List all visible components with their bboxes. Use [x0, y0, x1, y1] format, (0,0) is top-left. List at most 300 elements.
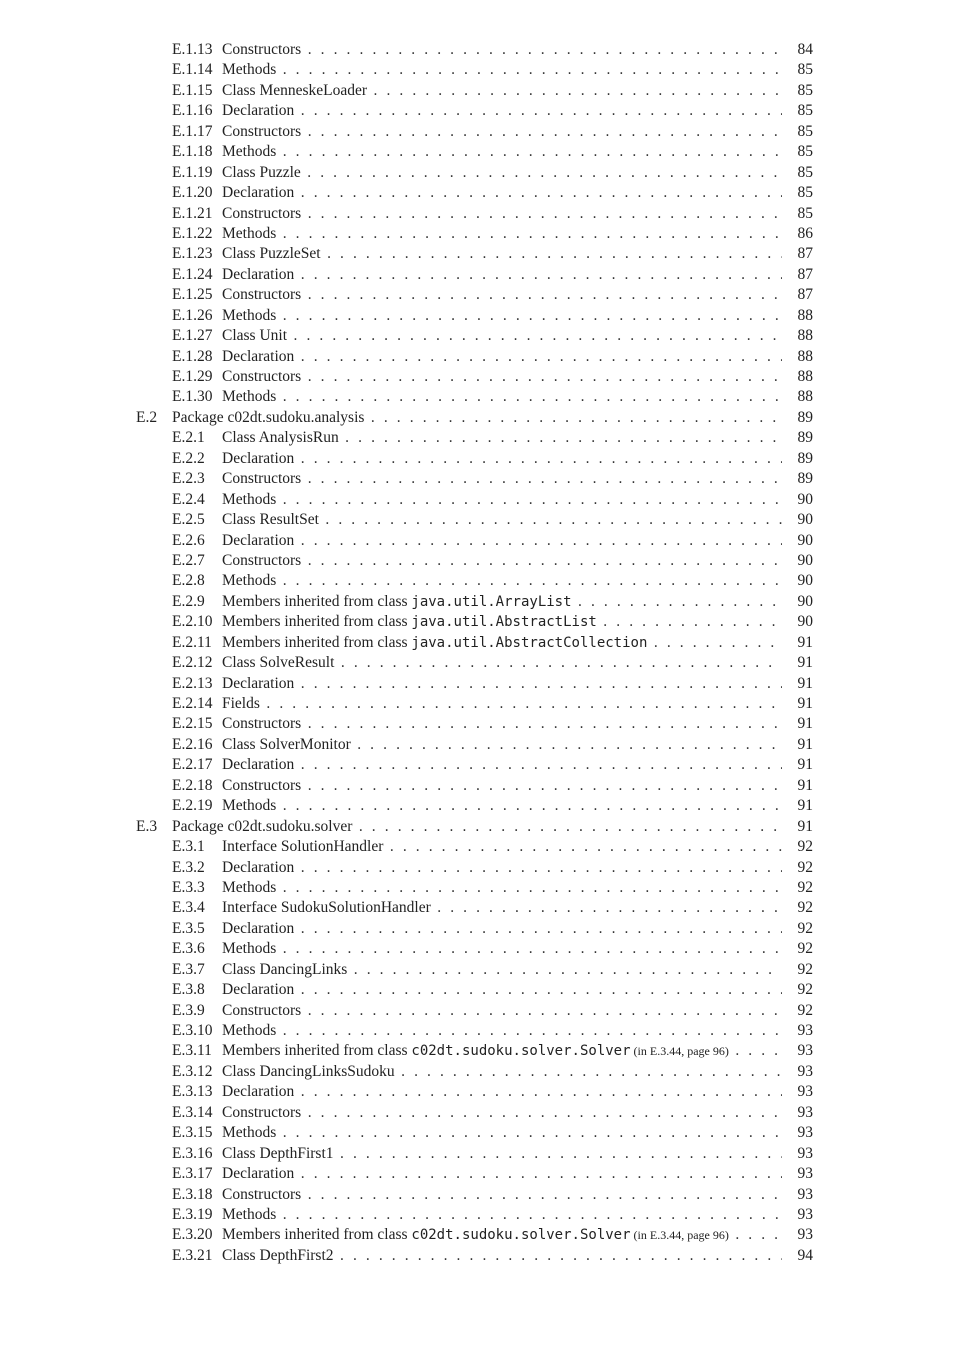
toc-entry-page-number: 91 [797, 776, 813, 794]
toc-entry-title-text: Declaration [222, 674, 295, 692]
toc-entry-title [222, 694, 782, 714]
toc-entry-title [172, 408, 782, 428]
toc-entry[interactable] [0, 265, 960, 285]
toc-entry-page-number: 90 [797, 490, 813, 508]
toc-entry-title [222, 878, 782, 898]
toc-entry-page-number: 93 [797, 1124, 813, 1142]
toc-entry-title-text: Methods [222, 143, 277, 161]
toc-entry-number: E.3.17 [172, 1165, 213, 1183]
toc-entry-page-number: 89 [797, 429, 813, 447]
toc-entry[interactable] [0, 817, 960, 837]
toc-entry-title [222, 101, 782, 121]
toc-entry-page-number: 89 [797, 408, 813, 426]
toc-entry-page-number: 88 [797, 347, 813, 365]
toc-entry-title-text: Class Unit [222, 327, 288, 345]
toc-entry-title-text: Declaration [222, 981, 295, 999]
toc-entry-title [222, 387, 782, 407]
toc-entry-number: E.1.15 [172, 81, 213, 99]
toc-entry-title-text: Declaration [222, 449, 295, 467]
toc-entry-title-text: Declaration [222, 531, 295, 549]
toc-entry-title-text: Fields [222, 695, 260, 712]
toc-entry[interactable] [0, 837, 960, 857]
toc-entry[interactable] [0, 1144, 960, 1164]
toc-entry[interactable] [0, 694, 960, 714]
toc-entry-number: E.1.24 [172, 265, 213, 283]
toc-entry-title-text: Methods [222, 1124, 277, 1142]
toc-entry-title [222, 960, 782, 980]
toc-entry-number: E.3.8 [172, 981, 205, 999]
toc-entry[interactable] [0, 1185, 960, 1205]
toc-entry-number: E.3.15 [172, 1124, 213, 1142]
toc-entry-reference: (in E.3.44, page 96) [630, 1044, 729, 1059]
toc-entry[interactable] [0, 898, 960, 918]
toc-entry-title [222, 244, 782, 264]
toc-entry-title [222, 735, 782, 755]
toc-entry-page-number: 93 [797, 1144, 813, 1162]
toc-entry[interactable] [0, 796, 960, 816]
toc-entry-number: E.2.17 [172, 756, 213, 774]
toc-entry-number: E.3.20 [172, 1226, 213, 1244]
toc-entry-page-number: 93 [797, 1185, 813, 1203]
toc-entry-title-text: Members inherited from class [222, 1042, 412, 1060]
toc-entry-page-number: 91 [797, 756, 813, 774]
toc-entry-title-text: Class ResultSet [222, 511, 319, 529]
toc-entry-page-number: 87 [797, 286, 813, 304]
toc-entry[interactable] [0, 306, 960, 326]
toc-entry-title-text: Methods [222, 940, 277, 958]
toc-entry[interactable] [0, 367, 960, 387]
toc-entry-title-text: Class DancingLinksSudoku [222, 1062, 395, 1080]
toc-entry-page-number: 92 [797, 858, 813, 876]
toc-entry-title-text: Declaration [222, 102, 295, 120]
toc-entry-title-text: Constructors [222, 776, 302, 794]
toc-entry-title-text: Class SolveResult [222, 654, 335, 672]
toc-entry[interactable] [0, 428, 960, 448]
toc-entry-title-text: Methods [222, 388, 277, 406]
toc-entry-title-text: Constructors [222, 368, 302, 385]
toc-entry-title [222, 633, 782, 653]
toc-entry-page-number: 85 [797, 184, 813, 202]
toc-entry-number: E.3.1 [172, 838, 205, 856]
toc-entry[interactable] [0, 1123, 960, 1143]
toc-entry-code: java.util.AbstractCollection [411, 634, 648, 651]
toc-entry[interactable] [0, 1103, 960, 1123]
toc-entry-number: E.3.19 [172, 1205, 213, 1223]
toc-entry-number: E.2.18 [172, 776, 213, 794]
toc-entry-title [222, 163, 782, 183]
toc-entry-page-number: 85 [797, 122, 813, 140]
toc-entry-number: E.1.13 [172, 41, 213, 58]
toc-entry-title-text: Methods [222, 306, 277, 324]
toc-entry-title [222, 1246, 782, 1266]
toc-entry-number: E.2.14 [172, 695, 213, 712]
toc-entry-page-number: 92 [797, 960, 813, 978]
toc-entry-title [222, 939, 782, 959]
toc-entry-title [222, 1103, 782, 1123]
toc-entry-number: E.2.5 [172, 511, 205, 529]
toc-entry[interactable] [0, 755, 960, 775]
toc-entry-title [222, 653, 782, 673]
toc-entry[interactable] [0, 714, 960, 734]
toc-entry-title-text: Class PuzzleSet [222, 245, 321, 263]
toc-entry-number: E.2.4 [172, 490, 205, 508]
toc-entry[interactable] [0, 776, 960, 796]
toc-entry-title-text: Members inherited from class [222, 613, 412, 631]
toc-entry-number: E.3.4 [172, 899, 205, 917]
toc-entry[interactable] [0, 510, 960, 530]
toc-entry-page-number: 85 [797, 143, 813, 161]
toc-entry-title [222, 1164, 782, 1184]
toc-entry[interactable] [0, 858, 960, 878]
toc-entry-title [172, 817, 782, 837]
toc-entry[interactable] [0, 531, 960, 551]
toc-entry[interactable] [0, 244, 960, 264]
toc-entry-page-number: 93 [797, 1062, 813, 1080]
toc-entry-page-number: 91 [797, 715, 813, 733]
toc-entry-page-number: 85 [797, 102, 813, 120]
toc-entry-title-text: Constructors [222, 286, 302, 304]
toc-entry-title [222, 204, 782, 224]
toc-entry-page-number: 93 [797, 1205, 813, 1223]
toc-entry-number: E.2 [136, 408, 158, 426]
toc-entry-number: E.1.20 [172, 184, 213, 202]
toc-entry-title-text: Class DepthFirst2 [222, 1246, 334, 1264]
toc-entry-title-text: Declaration [222, 858, 295, 876]
toc-entry[interactable] [0, 490, 960, 510]
toc-entry-number: E.2.19 [172, 797, 213, 815]
toc-entry-page-number: 92 [797, 919, 813, 937]
toc-entry-title-text: Class SolverMonitor [222, 735, 351, 753]
toc-entry-code: c02dt.sudoku.solver.Solver [411, 1227, 631, 1244]
toc-entry-title [222, 81, 782, 101]
toc-entry-title-text: Package c02dt.sudoku.analysis [172, 408, 365, 426]
toc-entry-page-number: 92 [797, 838, 813, 856]
toc-entry-number: E.3.5 [172, 919, 205, 937]
toc-entry-page-number: 94 [797, 1246, 813, 1264]
toc-entry[interactable] [0, 1041, 960, 1061]
toc-entry-title [222, 469, 782, 489]
toc-entry[interactable] [0, 326, 960, 346]
toc-entry-page-number: 91 [797, 797, 813, 815]
toc-entry-number: E.2.6 [172, 531, 205, 549]
toc-entry-title [222, 592, 782, 612]
toc-entry-page-number: 91 [797, 695, 813, 712]
toc-entry[interactable] [0, 1021, 960, 1041]
toc-entry[interactable] [0, 204, 960, 224]
toc-entry-title [222, 571, 782, 591]
toc-entry-title-text: Methods [222, 224, 277, 242]
toc-entry-number: E.3.9 [172, 1001, 205, 1019]
toc-entry-title-text: Methods [222, 490, 277, 508]
toc-entry-page-number: 85 [797, 163, 813, 181]
toc-entry-title [222, 898, 782, 918]
toc-entry-title-text: Declaration [222, 1165, 295, 1183]
toc-entry[interactable] [0, 633, 960, 653]
toc-entry-title [222, 40, 782, 60]
toc-entry-page-number: 89 [797, 449, 813, 467]
toc-entry-page-number: 90 [797, 613, 813, 631]
toc-entry-title-text: Members inherited from class [222, 633, 412, 651]
toc-entry-number: E.3.6 [172, 940, 205, 958]
toc-entry-title [222, 776, 782, 796]
toc-entry-number: E.1.16 [172, 102, 213, 120]
toc-entry-page-number: 93 [797, 1083, 813, 1101]
toc-entry-number: E.1.17 [172, 122, 213, 140]
toc-entry[interactable] [0, 612, 960, 632]
toc-entry-number: E.2.13 [172, 674, 213, 692]
toc-entry-title-text: Class AnalysisRun [222, 429, 339, 447]
toc-entry-code: c02dt.sudoku.solver.Solver [411, 1043, 631, 1060]
toc-entry[interactable] [0, 142, 960, 162]
toc-entry-number: E.2.2 [172, 449, 205, 467]
toc-entry-title [222, 919, 782, 939]
toc-entry[interactable] [0, 980, 960, 1000]
toc-entry-page-number: 93 [797, 1042, 813, 1060]
toc-entry-number: E.1.26 [172, 306, 213, 324]
toc-entry-page-number: 84 [797, 41, 813, 58]
toc-entry-number: E.3.14 [172, 1103, 213, 1121]
toc-entry-number: E.1.18 [172, 143, 213, 161]
toc-entry-number: E.3.2 [172, 858, 205, 876]
toc-entry-number: E.2.15 [172, 715, 213, 733]
toc-entry-title-text: Declaration [222, 919, 295, 937]
toc-entry-title [222, 183, 782, 203]
toc-entry-title-text: Package c02dt.sudoku.solver [172, 817, 353, 835]
toc-entry-title [222, 224, 782, 244]
toc-entry-number: E.2.16 [172, 735, 213, 753]
toc-entry-title [222, 1082, 782, 1102]
toc-entry[interactable] [0, 939, 960, 959]
toc-entry[interactable] [0, 653, 960, 673]
toc-entry-title [222, 1205, 782, 1225]
toc-entry-page-number: 91 [797, 735, 813, 753]
toc-entry-title-text: Declaration [222, 347, 295, 365]
toc-entry-title [222, 1062, 782, 1082]
toc-entry[interactable] [0, 449, 960, 469]
toc-entry-page-number: 85 [797, 61, 813, 79]
toc-entry[interactable] [0, 122, 960, 142]
toc-entry[interactable] [0, 60, 960, 80]
toc-entry-number: E.3.12 [172, 1062, 213, 1080]
toc-entry-title [222, 1123, 782, 1143]
toc-entry-page-number: 91 [797, 674, 813, 692]
toc-entry-number: E.3.21 [172, 1246, 213, 1264]
toc-entry-page-number: 90 [797, 572, 813, 590]
toc-entry[interactable] [0, 408, 960, 428]
toc-entry[interactable] [0, 1062, 960, 1082]
toc-entry[interactable] [0, 960, 960, 980]
toc-entry-title-text: Constructors [222, 204, 302, 222]
toc-entry-title-text: Class DepthFirst1 [222, 1144, 334, 1162]
toc-entry-number: E.3.16 [172, 1144, 213, 1162]
toc-entry-page-number: 93 [797, 1022, 813, 1039]
toc-entry[interactable] [0, 592, 960, 612]
toc-entry-page-number: 90 [797, 511, 813, 529]
toc-entry-code: java.util.AbstractList [411, 614, 597, 631]
toc-entry-title [222, 980, 782, 1000]
toc-entry-page-number: 92 [797, 899, 813, 917]
toc-entry-page-number: 89 [797, 470, 813, 488]
toc-entry[interactable] [0, 347, 960, 367]
toc-entry-number: E.1.27 [172, 327, 213, 345]
toc-entry-title-text: Interface SolutionHandler [222, 838, 384, 856]
toc-entry-title [222, 367, 782, 387]
toc-entry[interactable] [0, 674, 960, 694]
toc-entry-title-text: Methods [222, 878, 277, 896]
toc-entry[interactable] [0, 469, 960, 489]
toc-entry[interactable] [0, 1225, 960, 1245]
toc-entry-code: java.util.ArrayList [411, 593, 572, 610]
toc-entry-title-text: Constructors [222, 1001, 302, 1019]
toc-entry-page-number: 85 [797, 81, 813, 99]
toc-entry-title [222, 265, 782, 285]
toc-entry[interactable] [0, 1246, 960, 1266]
toc-entry-number: E.3.10 [172, 1022, 213, 1039]
toc-entry-page-number: 88 [797, 368, 813, 385]
toc-entry-number: E.2.9 [172, 592, 205, 610]
toc-entry[interactable] [0, 387, 960, 407]
toc-entry-title [222, 347, 782, 367]
toc-entry-number: E.1.14 [172, 61, 213, 79]
toc-entry[interactable] [0, 1001, 960, 1021]
toc-entry[interactable] [0, 163, 960, 183]
toc-entry-page-number: 92 [797, 878, 813, 896]
toc-entry-number: E.1.25 [172, 286, 213, 304]
toc-entry-title-text: Constructors [222, 551, 302, 569]
toc-entry-page-number: 86 [797, 224, 813, 242]
toc-entry-title-text: Members inherited from class [222, 1226, 412, 1244]
toc-entry-title [222, 674, 782, 694]
toc-entry-page-number: 90 [797, 531, 813, 549]
toc-entry[interactable] [0, 571, 960, 591]
toc-entry-page-number: 93 [797, 1103, 813, 1121]
toc-entry-title [222, 1225, 782, 1245]
toc-entry-number: E.1.28 [172, 347, 213, 365]
toc-entry[interactable] [0, 1164, 960, 1184]
toc-entry-title-text: Class DancingLinks [222, 960, 348, 978]
toc-entry-title-text: Methods [222, 1022, 277, 1039]
toc-entry-number: E.2.10 [172, 613, 213, 631]
toc-entry[interactable] [0, 735, 960, 755]
toc-entry-number: E.2.7 [172, 551, 205, 569]
toc-entry[interactable] [0, 183, 960, 203]
toc-entry-number: E.2.8 [172, 572, 205, 590]
toc-entry-page-number: 93 [797, 1165, 813, 1183]
toc-entry-title-text: Members inherited from class [222, 592, 412, 610]
toc-entry-title [222, 1041, 782, 1061]
toc-entry[interactable] [0, 81, 960, 101]
toc-entry-page-number: 92 [797, 1001, 813, 1019]
toc-entry-title [222, 858, 782, 878]
toc-entry-title-text: Constructors [222, 41, 302, 58]
toc-entry-title [222, 490, 782, 510]
toc-entry[interactable] [0, 285, 960, 305]
toc-entry-title-text: Constructors [222, 122, 302, 140]
toc-entry[interactable] [0, 1082, 960, 1102]
toc-entry-title-text: Methods [222, 61, 277, 79]
toc-entry-title [222, 1021, 782, 1041]
toc-entry-title [222, 612, 782, 632]
toc-entry-title-text: Class MenneskeLoader [222, 81, 368, 99]
toc-entry[interactable] [0, 101, 960, 121]
toc-entry-number: E.3.11 [172, 1042, 212, 1060]
toc-entry-title [222, 755, 782, 775]
toc-entry[interactable] [0, 224, 960, 244]
toc-entry-number: E.1.19 [172, 163, 213, 181]
toc-entry-title [222, 428, 782, 448]
toc-entry-title [222, 510, 782, 530]
toc-entry-number: E.3.7 [172, 960, 205, 978]
toc-entry-title [222, 714, 782, 734]
toc-entry-title-text: Declaration [222, 1083, 295, 1101]
toc-entry-title-text: Methods [222, 572, 277, 590]
toc-entry-number: E.3.13 [172, 1083, 213, 1101]
toc-entry-number: E.2.3 [172, 470, 205, 488]
toc-entry-title [222, 122, 782, 142]
toc-entry-title [222, 60, 782, 80]
toc-entry-page-number: 88 [797, 327, 813, 345]
toc-entry-number: E.1.21 [172, 204, 213, 222]
toc-entry-title [222, 142, 782, 162]
toc-entry[interactable] [0, 551, 960, 571]
toc-entry-title [222, 1185, 782, 1205]
toc-entry-page-number: 91 [797, 654, 813, 672]
toc-entry-number: E.1.23 [172, 245, 213, 263]
toc-entry-number: E.3.3 [172, 878, 205, 896]
toc-entry-title-text: Declaration [222, 756, 295, 774]
toc-entry-title-text: Class Puzzle [222, 163, 301, 181]
toc-entry-number: E.2.12 [172, 654, 213, 672]
toc-entry-number: E.1.22 [172, 224, 213, 242]
toc-entry-reference: (in E.3.44, page 96) [630, 1228, 729, 1243]
toc-entry-page-number: 87 [797, 265, 813, 283]
toc-entry-title [222, 449, 782, 469]
toc-entry-title-text: Declaration [222, 184, 295, 202]
toc-entry-title [222, 551, 782, 571]
toc-entry-number: E.3 [136, 817, 158, 835]
toc-entry-title [222, 796, 782, 816]
toc-entry-page-number: 88 [797, 388, 813, 406]
toc-entry-title [222, 306, 782, 326]
toc-entry-title [222, 531, 782, 551]
toc-entry-page-number: 92 [797, 981, 813, 999]
toc-entry-page-number: 87 [797, 245, 813, 263]
toc-entry[interactable] [0, 878, 960, 898]
toc-entry[interactable] [0, 40, 960, 60]
toc-entry-page-number: 92 [797, 940, 813, 958]
toc-entry-page-number: 88 [797, 306, 813, 324]
toc-entry-title [222, 1001, 782, 1021]
toc-entry-page-number: 90 [797, 551, 813, 569]
toc-entry[interactable] [0, 1205, 960, 1225]
toc-entry-title-text: Methods [222, 797, 277, 815]
toc-entry-title-text: Constructors [222, 715, 302, 733]
toc-entry-number: E.1.30 [172, 388, 213, 406]
toc-entry-title-text: Constructors [222, 470, 302, 488]
toc-entry[interactable] [0, 919, 960, 939]
toc-entry-title-text: Methods [222, 1205, 277, 1223]
toc-entry-number: E.3.18 [172, 1185, 213, 1203]
toc-entry-title-text: Constructors [222, 1185, 302, 1203]
toc-entry-number: E.2.11 [172, 633, 212, 651]
toc-entry-title [222, 285, 782, 305]
toc-entry-page-number: 85 [797, 204, 813, 222]
toc-entry-page-number: 91 [797, 817, 813, 835]
toc-entry-page-number: 93 [797, 1226, 813, 1244]
table-of-contents [0, 40, 960, 1266]
toc-entry-number: E.1.29 [172, 368, 213, 385]
toc-entry-number: E.2.1 [172, 429, 205, 447]
